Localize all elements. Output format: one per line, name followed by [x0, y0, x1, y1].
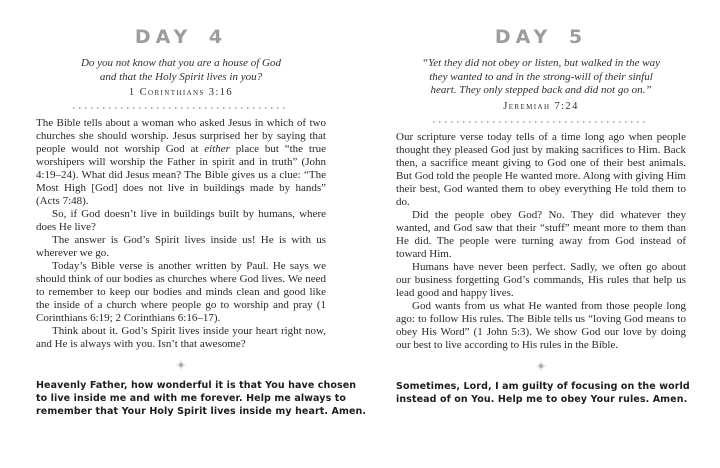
body-paragraph: God wants from us what He wanted from those people long ago: to follow His rules. The Bible tells us “loving God means to obey His Word” (1 John 5:3). We show God our love by doing our best to live according to His rules in the Bible. — [396, 299, 686, 351]
prayer-line: Sometimes, Lord, I am guilty of focusing on the world — [396, 380, 690, 392]
verse-reference: Jeremiah 7:24 — [503, 100, 579, 112]
page-content — [0, 0, 367, 418]
devotional-body — [36, 117, 326, 351]
prayer-line: instead of on You. Help me to obey Your rules. Amen. — [396, 393, 688, 405]
prayer-line: to live inside me and with me forever. Help me always to — [36, 393, 346, 404]
body-paragraph: Our scripture verse today tells of a time long ago when people thought they pleased God just by making sacrifices to Him. Back then, a sacrifice meant giving to God one of their best animals. But God told the people He wanted more. Along with giving Him their best, God wanted them to obey everything He told them to do. — [396, 130, 686, 208]
verse-line: heart. They only stepped back and did not go on.” — [430, 84, 652, 96]
verse-text — [36, 57, 326, 84]
dotted-divider — [433, 121, 649, 123]
verse-reference: 1 Corinthians 3:16 — [128, 87, 234, 98]
body-paragraph: So, if God doesn’t live in buildings built by humans, where does He live? — [36, 208, 326, 233]
body-paragraph: Think about it. God’s Spirit lives inside your heart right now, and He is always with you. Isn’t that awesome? — [36, 325, 326, 350]
body-paragraph: The answer is God’s Spirit lives inside us! He is with us wherever we go. — [36, 234, 326, 259]
verse-line: and that the Holy Spirit lives in you? — [99, 70, 263, 83]
body-paragraph: The Bible tells about a woman who asked Jesus in which of two churches she should worship. Jesus surprised her by saying that people would not worship God at either place but “the true worshipers will worship the Father in spirit and in truth” (John 4:19–24). What did Jesus mean? The Bible gives us a clue: “The Most High [God] does not live in buildings made by hands” (Acts 7:48). — [36, 117, 326, 207]
page-day-5 — [360, 0, 720, 468]
star-ornament-icon — [396, 359, 686, 373]
body-paragraph: Today’s Bible verse is another written by Paul. He says we should think of our bodies as churches where God lives. We need to remember to keep our bodies and minds clean and good like the inside of a church where people go to worship and pray (1 Corinthians 6:19; 2 Corinthians 6:16–17). — [36, 260, 326, 324]
devotional-body — [396, 131, 686, 352]
verse-line: they wanted to and in the strong-will of their sinful — [429, 70, 653, 83]
prayer-line: remember that Your Holy Spirit lives inside my heart. Amen. — [36, 406, 367, 417]
dotted-divider — [73, 107, 289, 109]
page-title: DAY 4 — [134, 26, 228, 48]
prayer-line: Heavenly Father, how wonderful it is that You have chosen — [36, 380, 357, 391]
star-ornament-icon — [36, 358, 326, 372]
prayer-text — [36, 379, 367, 418]
body-paragraph: Did the people obey God? No. They did whatever they wanted, and God saw that their “stuff” meant more to them than He did. The people were turning away from God instead of toward Him. — [396, 208, 686, 260]
verse-text — [396, 57, 686, 98]
page-content — [360, 0, 720, 406]
page-title: DAY 5 — [494, 26, 588, 48]
verse-line: “Yet they did not obey or listen, but walked in the way — [422, 57, 660, 69]
body-paragraph: Humans have never been perfect. Sadly, we often go about our business forgetting God’s commands, His rules that help us lead good and happy lives. — [396, 260, 686, 299]
verse-line: Do you not know that you are a house of God — [80, 57, 281, 69]
prayer-text — [396, 380, 690, 406]
